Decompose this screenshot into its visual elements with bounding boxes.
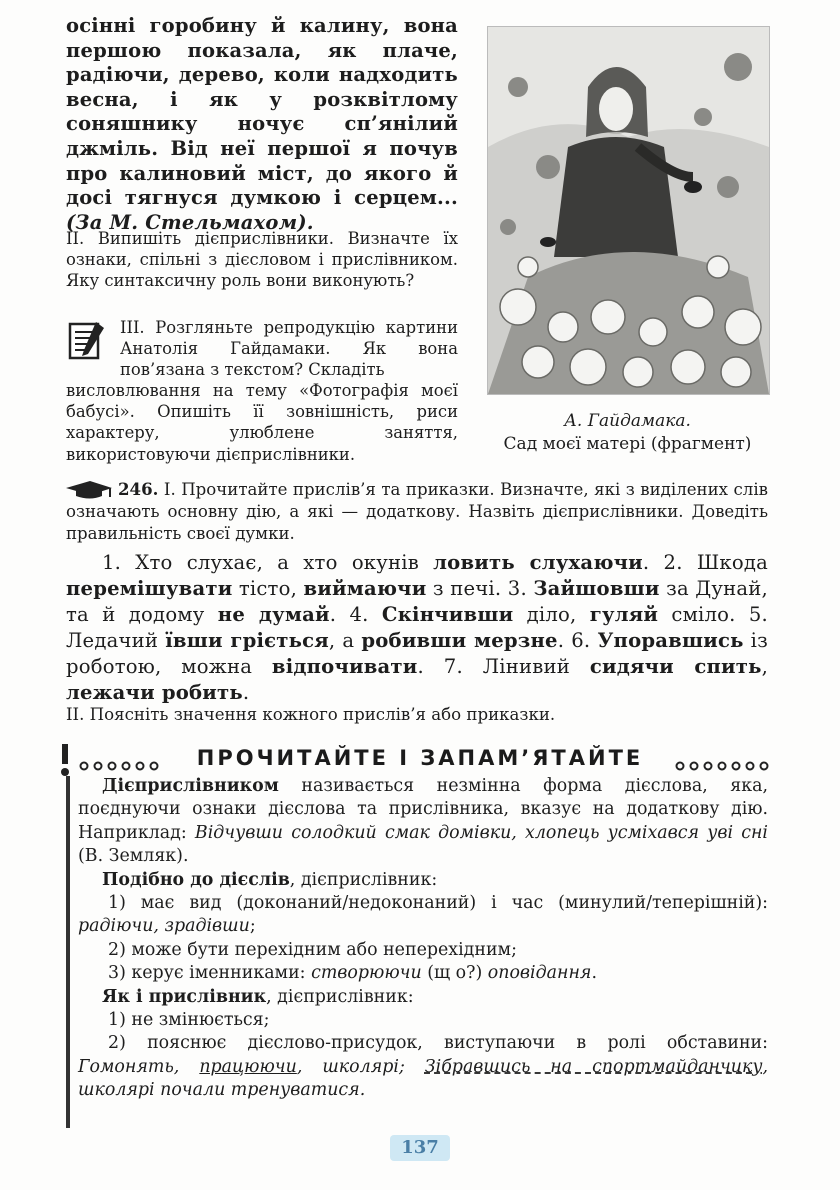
proverbs-list [66, 550, 768, 706]
proverb-6: 6. Упоравшись із роботою, можна відпочивати. [66, 629, 769, 678]
proverb-4: 4. Скінчивши діло, гуляй сміло. [349, 603, 749, 626]
proverb-5: 5. Ледачий ївши гріється, а робивши мерзне. [66, 603, 768, 652]
task-2-text: II. Випишіть дієприслівники. Визначте їх ознаки, спільні з дієсловом і прислівником. Яку синтаксичну роль вони виконують? [66, 229, 458, 290]
rule-verb-point-2: 2) може бути перехідним або неперехідним; [108, 939, 517, 960]
rule-block [78, 775, 768, 1103]
garden-painting-image [488, 27, 769, 394]
story-paragraph [66, 14, 458, 235]
banner-title: ПРОЧИТАЙТЕ І ЗАПАМ’ЯТАЙТЕ [196, 746, 644, 770]
painting-reproduction [487, 26, 770, 395]
proverb-1: 1. Хто слухає, а хто окунів ловить слухаючи. [102, 551, 664, 574]
page-number: 137 [390, 1135, 450, 1161]
figure-title: Сад моєї матері (фрагмент) [503, 434, 752, 454]
rule-side-bar [66, 776, 70, 1128]
exercise-246-instruction [66, 478, 768, 545]
exercise-task-2: II. Поясніть значення кожного прислів’я або приказки. [66, 705, 556, 724]
exercise-instruction-text: I. Прочитайте прислів’я та приказки. Визначте, які з виділених слів означають основну дію, а які — додаткову. Назвіть дієприслівники. Доведіть правильність своєї думки. [66, 480, 768, 543]
exercise-number: 246. [118, 479, 159, 499]
story-citation: (За М. Стельмахом). [66, 210, 314, 234]
rule-verb-point-1: 1) має вид (доконаний/недоконаний) і час (минулий/теперішній): радіючи, зрадівши; [78, 893, 768, 937]
task-3-text-rest: висловлювання на тему «Фотографія моєї бабусі». Опишіть її зовнішність, риси характеру, улюблене заняття, використовуючи дієприслівники. [66, 381, 458, 464]
task-3-text-start: III. Розгляньте репродукцію картини Анатолія Гайдамаки. Як вона пов’язана з текстом? Складіть [120, 318, 458, 380]
story-text: осінні горобину й калину, вона першою показала, як плаче, радіючи, дерево, коли надходить весна, і як у розквітлому соняшнику ночує сп’янілий джміль. Від неї першої я почув про калиновий міст, до якого й досі тягнуся думкою і серцем... [66, 14, 458, 210]
figure-author: А. Гайдамака. [564, 411, 691, 431]
rule-adverb-point-1: 1) не змінюється; [108, 1010, 270, 1031]
proverb-3: 3. Зайшовши за Дунай, та й додому не думай. [66, 577, 768, 626]
rule-adverb-heading: Як і прислівник, дієприслівник: [102, 986, 414, 1007]
rule-verbs-heading: Подібно до дієслів, дієприслівник: [102, 869, 438, 890]
rule-verb-point-3: 3) керує іменниками: створюючи (щ о?) оповідання. [108, 963, 597, 984]
remember-banner [60, 742, 770, 778]
rule-definition: Дієприслівником називається незмінна форма дієслова, яка, поєднуючи ознаки дієслова та прислівника, вказує на додаткову дію. Наприклад: Відчувши солодкий смак домівки, хлопець усміхався уві сні (В. Земляк). [78, 776, 768, 867]
writing-task-icon [66, 318, 108, 362]
proverb-7: 7. Лінивий сидячи спить, лежачи робить. [66, 655, 769, 704]
rule-adverb-point-2: 2) пояснює дієслово-присудок, виступаючи в ролі обставини: Гомонять, працюючи, школярі; Зібравшись на спортмайданчику, школярі почали тренуватися. [78, 1033, 768, 1101]
proverb-2: 2. Шкода перемішувати тісто, виймаючи з печі. [66, 551, 769, 600]
